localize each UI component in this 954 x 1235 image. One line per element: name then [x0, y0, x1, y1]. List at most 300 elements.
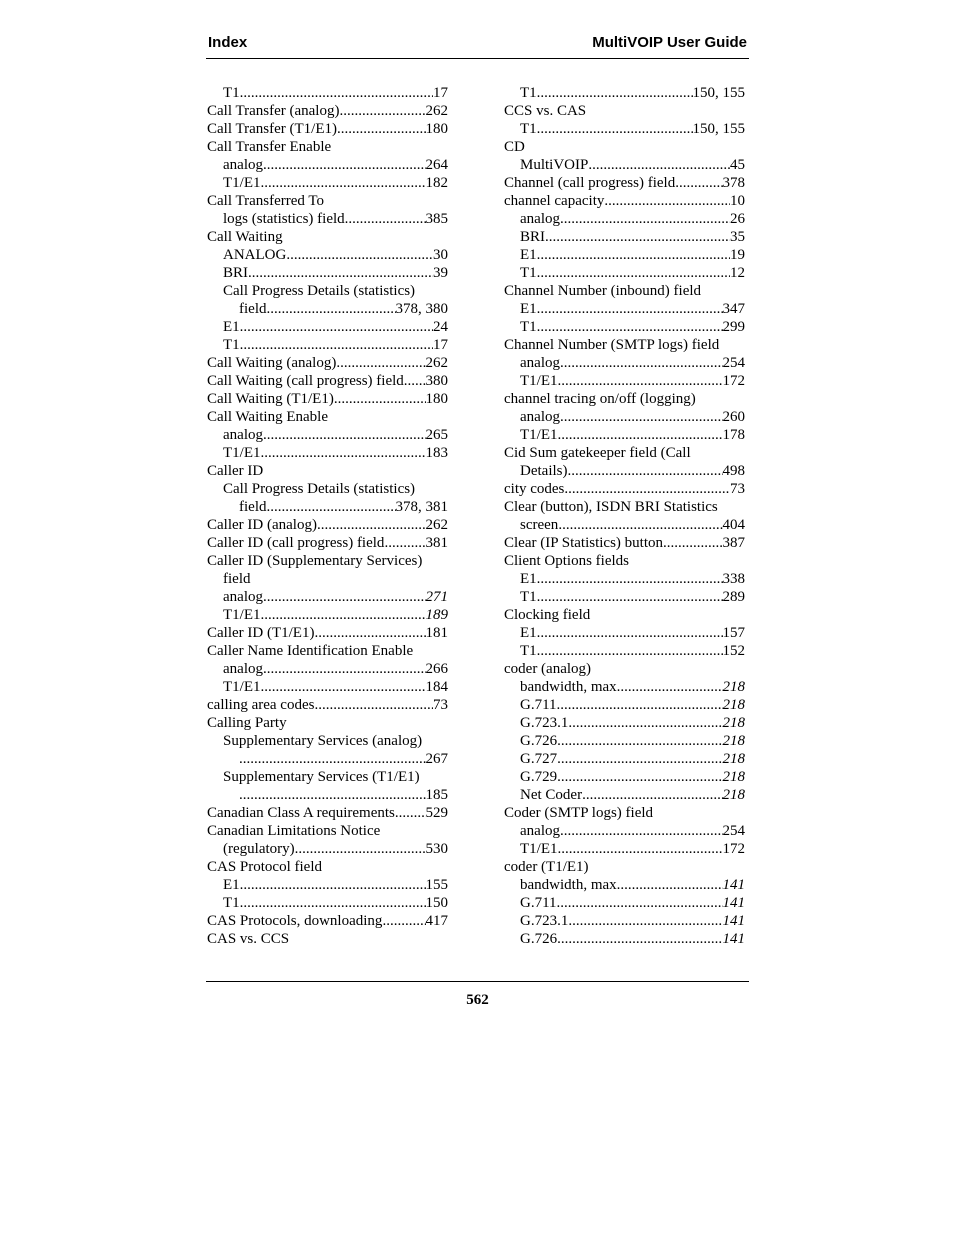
- dot-leader: [558, 840, 723, 858]
- index-entry: [504, 282, 745, 300]
- index-term: Call Progress Details (statistics): [223, 481, 416, 497]
- page-reference: 17: [433, 85, 448, 101]
- footer-divider: [206, 981, 749, 982]
- index-entry: [504, 768, 745, 786]
- index-entry: [504, 606, 745, 624]
- index-term: Caller ID (T1/E1): [207, 625, 315, 641]
- index-term: G.711: [520, 895, 557, 911]
- index-entry: [504, 840, 745, 858]
- page-reference: 189: [425, 607, 448, 623]
- index-entry: [207, 174, 448, 192]
- dot-leader: [334, 390, 426, 408]
- index-entry: [207, 606, 448, 624]
- page-reference: 267: [425, 751, 448, 767]
- index-entry: [207, 696, 448, 714]
- index-term: calling area codes: [207, 697, 315, 713]
- page-reference: 218: [722, 733, 745, 749]
- index-term: Caller Name Identification Enable: [207, 643, 414, 659]
- index-term: analog: [223, 157, 263, 173]
- dot-leader: [560, 408, 723, 426]
- index-entry: [207, 768, 448, 786]
- index-term: G.711: [520, 697, 557, 713]
- page-reference: 378, 381: [395, 499, 448, 515]
- index-entry: [504, 786, 745, 804]
- index-term: Caller ID: [207, 463, 264, 479]
- index-term: Canadian Limitations Notice: [207, 823, 381, 839]
- index-term: T1/E1: [520, 841, 558, 857]
- page-reference: 24: [433, 319, 448, 335]
- index-term: analog: [223, 427, 263, 443]
- index-entry: [207, 714, 448, 732]
- index-term: E1: [520, 247, 537, 263]
- page-reference: 529: [425, 805, 448, 821]
- index-term: CAS Protocol field: [207, 859, 322, 875]
- index-entry: [207, 156, 448, 174]
- index-term: Call Waiting (analog): [207, 355, 337, 371]
- index-entry: [504, 372, 745, 390]
- dot-leader: [267, 498, 396, 516]
- index-entry: [207, 786, 448, 804]
- index-term: T1: [223, 85, 240, 101]
- page-reference: 218: [722, 787, 745, 803]
- dot-leader: [537, 300, 723, 318]
- dot-leader: [537, 246, 730, 264]
- page-reference: 150, 155: [692, 121, 745, 137]
- index-entry: [504, 426, 745, 444]
- index-entry: [504, 534, 745, 552]
- index-entry: [504, 444, 745, 462]
- index-term: Clocking field: [504, 607, 591, 623]
- page-reference: 254: [722, 823, 745, 839]
- dot-leader: [263, 660, 426, 678]
- index-entry: [207, 642, 448, 660]
- page-reference: 152: [722, 643, 745, 659]
- index-column-left: [207, 84, 448, 948]
- page-reference: 180: [425, 391, 448, 407]
- index-entry: [504, 210, 745, 228]
- index-term: E1: [520, 571, 537, 587]
- dot-leader: [560, 210, 730, 228]
- page-reference: 262: [425, 517, 448, 533]
- index-term: Supplementary Services (analog): [223, 733, 423, 749]
- page-reference: 73: [730, 481, 745, 497]
- index-term: G.723.1: [520, 913, 569, 929]
- dot-leader: [537, 624, 723, 642]
- index-term: coder (T1/E1): [504, 859, 589, 875]
- index-entry: [207, 750, 448, 768]
- index-term: T1: [520, 643, 537, 659]
- page-reference: 141: [722, 895, 745, 911]
- dot-leader: [314, 696, 433, 714]
- index-entry: [207, 552, 448, 570]
- index-entry: [207, 408, 448, 426]
- index-term: Caller ID (call progress) field: [207, 535, 385, 551]
- index-term: Channel Number (inbound) field: [504, 283, 702, 299]
- index-column-right: [504, 84, 745, 948]
- header-document-title: MultiVOIP User Guide: [592, 34, 747, 51]
- page-reference: 530: [425, 841, 448, 857]
- page-reference: 172: [722, 841, 745, 857]
- page-reference: 181: [425, 625, 448, 641]
- dot-leader: [261, 444, 426, 462]
- index-entry: [207, 534, 448, 552]
- dot-leader: [557, 750, 722, 768]
- dot-leader: [558, 516, 722, 534]
- page-reference: 271: [425, 589, 448, 605]
- dot-leader: [267, 300, 396, 318]
- page-reference: 381: [425, 535, 448, 551]
- page-reference: 184: [425, 679, 448, 695]
- index-entry: [504, 462, 745, 480]
- page-reference: 262: [425, 355, 448, 371]
- index-term: analog: [520, 409, 560, 425]
- page-reference: 26: [730, 211, 745, 227]
- page-reference: 262: [425, 103, 448, 119]
- index-term: channel capacity: [504, 193, 605, 209]
- index-term: field: [239, 499, 267, 515]
- index-term: logs (statistics) field: [223, 211, 345, 227]
- index-entry: [504, 822, 745, 840]
- dot-leader: [537, 642, 723, 660]
- dot-leader: [261, 678, 426, 696]
- index-term: field: [239, 301, 267, 317]
- page-reference: 155: [425, 877, 448, 893]
- dot-leader: [558, 372, 723, 390]
- dot-leader: [314, 624, 425, 642]
- dot-leader: [240, 876, 426, 894]
- index-term: Caller ID (analog): [207, 517, 317, 533]
- page-reference: 182: [425, 175, 448, 191]
- index-entry: [504, 336, 745, 354]
- index-term: E1: [520, 625, 537, 641]
- dot-leader: [537, 588, 723, 606]
- index-entry: [504, 660, 745, 678]
- page-reference: 141: [722, 877, 745, 893]
- index-term: Caller ID (Supplementary Services): [207, 553, 423, 569]
- dot-leader: [617, 876, 723, 894]
- page-reference: 12: [730, 265, 745, 281]
- page-reference: 378, 380: [395, 301, 448, 317]
- dot-leader: [263, 426, 426, 444]
- index-entry: [207, 498, 448, 516]
- dot-leader: [557, 930, 722, 948]
- index-entry: [207, 588, 448, 606]
- dot-leader: [604, 192, 730, 210]
- index-term: bandwidth, max: [520, 679, 617, 695]
- index-term: Call Progress Details (statistics): [223, 283, 416, 299]
- index-term: (regulatory): [223, 841, 295, 857]
- index-term: CCS vs. CAS: [504, 103, 587, 119]
- index-term: T1/E1: [223, 175, 261, 191]
- index-term: T1: [223, 337, 240, 353]
- index-term: T1/E1: [223, 679, 261, 695]
- dot-leader: [582, 786, 722, 804]
- index-term: Call Transfer (T1/E1): [207, 121, 337, 137]
- dot-leader: [382, 912, 425, 930]
- page-reference: 266: [425, 661, 448, 677]
- index-entry: [504, 624, 745, 642]
- index-entry: [207, 678, 448, 696]
- index-entry: [504, 516, 745, 534]
- index-entry: [207, 354, 448, 372]
- index-term: Supplementary Services (T1/E1): [223, 769, 420, 785]
- index-entry: [207, 246, 448, 264]
- index-term: E1: [520, 301, 537, 317]
- dot-leader: [537, 120, 693, 138]
- page-reference: 254: [722, 355, 745, 371]
- page-reference: 39: [433, 265, 448, 281]
- index-entry: [504, 408, 745, 426]
- page-reference: 404: [722, 517, 745, 533]
- dot-leader: [560, 822, 723, 840]
- index-entry: [504, 642, 745, 660]
- dot-leader: [567, 462, 722, 480]
- index-entry: [504, 174, 745, 192]
- page-reference: 45: [730, 157, 745, 173]
- index-term: coder (analog): [504, 661, 592, 677]
- index-entry: [207, 804, 448, 822]
- index-entry: [207, 930, 448, 948]
- page-reference: 498: [722, 463, 745, 479]
- dot-leader: [537, 84, 693, 102]
- index-entry: [504, 138, 745, 156]
- index-entry: [207, 444, 448, 462]
- dot-leader: [240, 336, 433, 354]
- index-term: Call Waiting Enable: [207, 409, 328, 425]
- index-entry: [504, 732, 745, 750]
- dot-leader: [564, 480, 730, 498]
- index-term: Calling Party: [207, 715, 287, 731]
- page-reference: 150: [425, 895, 448, 911]
- dot-leader: [395, 804, 426, 822]
- dot-leader: [568, 714, 722, 732]
- dot-leader: [240, 84, 433, 102]
- index-term: Channel Number (SMTP logs) field: [504, 337, 720, 353]
- index-term: G.726: [520, 931, 558, 947]
- index-term: T1: [520, 319, 537, 335]
- index-term: BRI: [520, 229, 546, 245]
- dot-leader: [239, 786, 426, 804]
- index-term: analog: [223, 661, 263, 677]
- page-reference: 10: [730, 193, 745, 209]
- index-term: screen: [520, 517, 559, 533]
- page-reference: 150, 155: [692, 85, 745, 101]
- index-entry: [207, 732, 448, 750]
- index-entry: [504, 102, 745, 120]
- index-term: Call Transfer (analog): [207, 103, 340, 119]
- index-term: MultiVOIP: [520, 157, 589, 173]
- page-reference: 218: [722, 751, 745, 767]
- index-entry: [207, 192, 448, 210]
- index-entry: [207, 840, 448, 858]
- index-term: T1/E1: [520, 427, 558, 443]
- index-entry: [207, 336, 448, 354]
- index-entry: [207, 138, 448, 156]
- dot-leader: [261, 606, 426, 624]
- index-entry: [504, 876, 745, 894]
- index-term: T1/E1: [520, 373, 558, 389]
- index-entry: [207, 84, 448, 102]
- index-term: channel tracing on/off (logging): [504, 391, 696, 407]
- dot-leader: [557, 732, 722, 750]
- index-term: Channel (call progress) field: [504, 175, 676, 191]
- page-reference: 299: [722, 319, 745, 335]
- index-term: E1: [223, 319, 240, 335]
- index-entry: [207, 624, 448, 642]
- dot-leader: [404, 372, 426, 390]
- index-entry: [207, 894, 448, 912]
- dot-leader: [617, 678, 723, 696]
- index-entry: [504, 804, 745, 822]
- page-reference: 218: [722, 715, 745, 731]
- page-reference: 417: [425, 913, 448, 929]
- page-reference: 185: [425, 787, 448, 803]
- index-entry: [207, 264, 448, 282]
- index-term: Call Waiting: [207, 229, 283, 245]
- index-term: T1: [520, 589, 537, 605]
- page-reference: 218: [722, 697, 745, 713]
- dot-leader: [557, 768, 722, 786]
- index-term: T1/E1: [223, 445, 261, 461]
- index-entry: [207, 282, 448, 300]
- index-term: G.727: [520, 751, 558, 767]
- index-term: Call Waiting (call progress) field: [207, 373, 404, 389]
- index-term: E1: [223, 877, 240, 893]
- page-reference: 183: [425, 445, 448, 461]
- index-entry: [504, 246, 745, 264]
- dot-leader: [240, 894, 426, 912]
- dot-leader: [295, 840, 426, 858]
- header-section-title: Index: [208, 34, 248, 51]
- page-reference: 157: [722, 625, 745, 641]
- dot-leader: [384, 534, 425, 552]
- index-entry: [207, 300, 448, 318]
- page-number: 562: [466, 992, 489, 1008]
- index-term: ANALOG: [223, 247, 287, 263]
- index-entry: [504, 300, 745, 318]
- index-term: analog: [520, 355, 560, 371]
- dot-leader: [558, 426, 723, 444]
- index-term: Clear (button), ISDN BRI Statistics: [504, 499, 718, 515]
- index-term: CAS Protocols, downloading: [207, 913, 383, 929]
- page-reference: 73: [433, 697, 448, 713]
- index-entry: [504, 696, 745, 714]
- page-reference: 347: [722, 301, 745, 317]
- dot-leader: [560, 354, 723, 372]
- index-term: CD: [504, 139, 525, 155]
- index-entry: [504, 84, 745, 102]
- index-term: Coder (SMTP logs) field: [504, 805, 654, 821]
- index-term: Call Transfer Enable: [207, 139, 332, 155]
- index-entry: [504, 552, 745, 570]
- page-reference: 35: [730, 229, 745, 245]
- index-entry: [207, 660, 448, 678]
- index-entry: [504, 120, 745, 138]
- index-term: Clear (IP Statistics) button: [504, 535, 664, 551]
- index-term: Call Transferred To: [207, 193, 324, 209]
- dot-leader: [317, 516, 426, 534]
- index-entry: [207, 858, 448, 876]
- page-reference: 264: [425, 157, 448, 173]
- index-term: city codes: [504, 481, 565, 497]
- index-entry: [504, 750, 745, 768]
- index-term: BRI: [223, 265, 249, 281]
- index-term: Canadian Class A requirements: [207, 805, 395, 821]
- index-term: T1: [520, 265, 537, 281]
- index-entry: [504, 354, 745, 372]
- index-entry: [504, 480, 745, 498]
- page-reference: 19: [730, 247, 745, 263]
- page-reference: 141: [722, 931, 745, 947]
- index-term: Net Coder: [520, 787, 583, 803]
- dot-leader: [663, 534, 722, 552]
- page-header: [206, 32, 749, 59]
- index-entry: [504, 192, 745, 210]
- index-entry: [504, 894, 745, 912]
- index-term: T1: [520, 85, 537, 101]
- index-entry: [504, 264, 745, 282]
- page-reference: 178: [722, 427, 745, 443]
- index-entry: [207, 570, 448, 588]
- index-term: analog: [520, 823, 560, 839]
- index-entry: [207, 120, 448, 138]
- dot-leader: [261, 174, 426, 192]
- index-term: Call Waiting (T1/E1): [207, 391, 334, 407]
- index-entry: [504, 912, 745, 930]
- index-entry: [504, 390, 745, 408]
- index-term: T1: [520, 121, 537, 137]
- index-entry: [504, 228, 745, 246]
- page-reference: 338: [722, 571, 745, 587]
- index-term: Cid Sum gatekeeper field (Call: [504, 445, 691, 461]
- index-entry: [504, 858, 745, 876]
- dot-leader: [336, 354, 425, 372]
- index-entry: [207, 390, 448, 408]
- index-entry: [504, 156, 745, 174]
- index-term: Details): [520, 463, 568, 479]
- dot-leader: [568, 912, 722, 930]
- index-entry: [504, 588, 745, 606]
- page-reference: 385: [425, 211, 448, 227]
- index-entry: [207, 516, 448, 534]
- index-entry: [504, 318, 745, 336]
- page-reference: 218: [722, 769, 745, 785]
- index-term: Client Options fields: [504, 553, 629, 569]
- index-entry: [504, 570, 745, 588]
- dot-leader: [263, 588, 426, 606]
- dot-leader: [286, 246, 433, 264]
- page-reference: 17: [433, 337, 448, 353]
- index-entry: [207, 876, 448, 894]
- index-entry: [207, 822, 448, 840]
- index-term: G.729: [520, 769, 558, 785]
- page-reference: 380: [425, 373, 448, 389]
- index-entry: [207, 426, 448, 444]
- dot-leader: [263, 156, 426, 174]
- index-term: analog: [223, 589, 263, 605]
- index-term: CAS vs. CCS: [207, 931, 290, 947]
- dot-leader: [545, 228, 730, 246]
- dot-leader: [557, 696, 723, 714]
- page-reference: 265: [425, 427, 448, 443]
- page-reference: 378: [722, 175, 745, 191]
- index-term: analog: [520, 211, 560, 227]
- page-reference: 30: [433, 247, 448, 263]
- index-term: T1/E1: [223, 607, 261, 623]
- index-term: G.723.1: [520, 715, 569, 731]
- index-entry: [504, 714, 745, 732]
- index-entry: [207, 372, 448, 390]
